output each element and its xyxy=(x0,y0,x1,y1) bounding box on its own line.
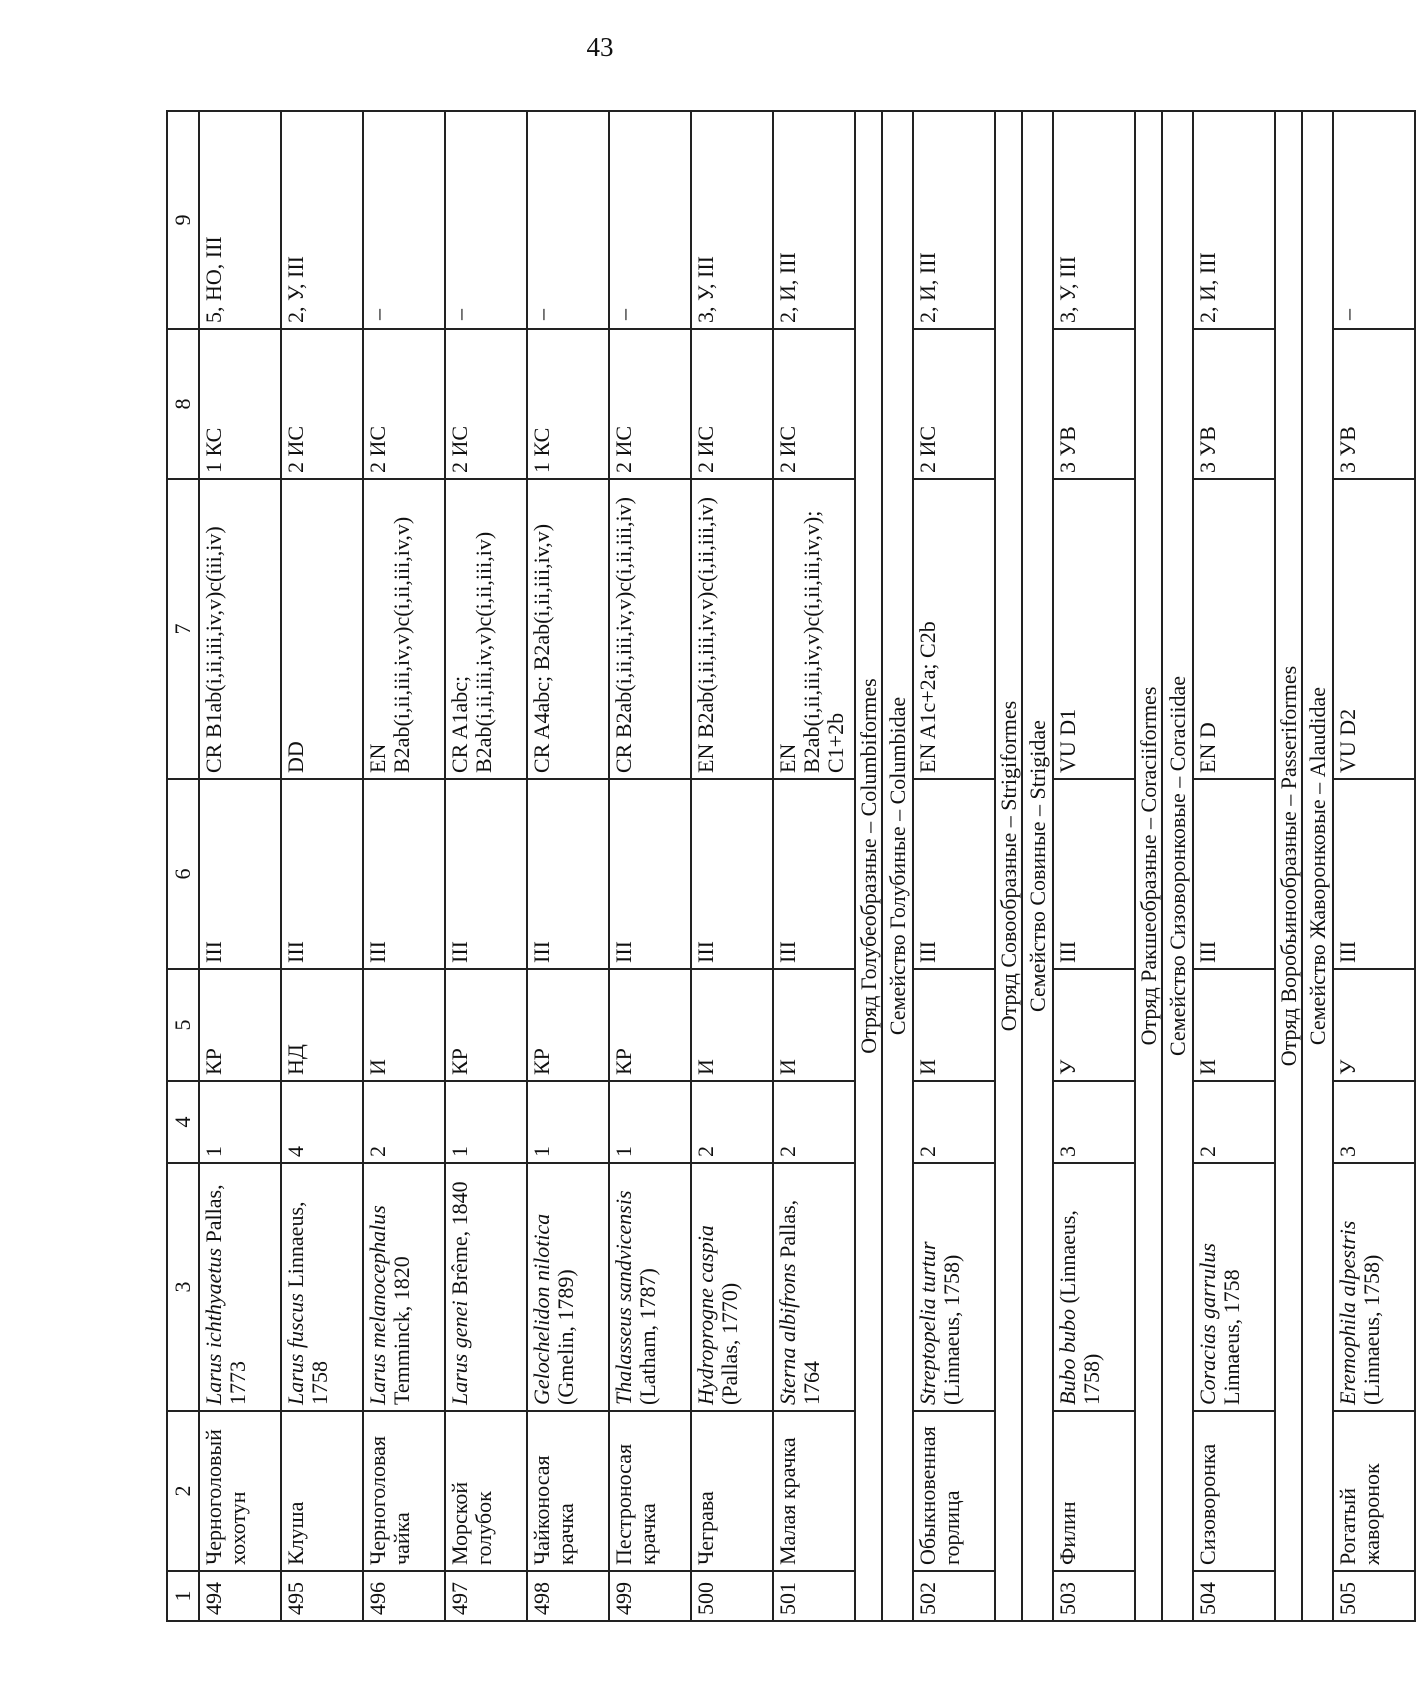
table-row xyxy=(691,111,773,1621)
taxon-group-label: Семейство Голубиные – Columbidae xyxy=(882,111,913,1621)
status-category: КР xyxy=(609,969,691,1081)
species-name-ru: Пестроносая крачка xyxy=(609,1411,691,1571)
species-name-ru: Чеграва xyxy=(691,1411,773,1571)
latin-binomial: Larus ichthyaetus xyxy=(201,1247,226,1405)
status-category: И xyxy=(773,969,855,1081)
latin-author: Pallas, 1764 xyxy=(775,1199,824,1405)
latin-author: (Linnaeus, 1758) xyxy=(939,1254,964,1405)
column-4-value: 2 xyxy=(913,1081,995,1163)
species-name-latin xyxy=(363,1163,445,1411)
status-category: КР xyxy=(199,969,281,1081)
taxon-group-label: Семейство Сизоворонковые – Coraciidae xyxy=(1162,111,1193,1621)
column-4-value: 1 xyxy=(199,1081,281,1163)
status-category: НД xyxy=(281,969,363,1081)
column-9-value: 2, И, III xyxy=(773,111,855,329)
column-4-value: 1 xyxy=(445,1081,527,1163)
species-name-latin xyxy=(1333,1163,1415,1411)
column-4-value: 1 xyxy=(527,1081,609,1163)
row-number: 496 xyxy=(363,1571,445,1621)
column-9-value: – xyxy=(1333,111,1415,329)
column-8-value: 2 ИС xyxy=(773,329,855,479)
column-header-8: 8 xyxy=(167,329,199,479)
latin-binomial: Larus fuscus xyxy=(283,1293,308,1405)
column-9-value: – xyxy=(609,111,691,329)
table-row xyxy=(773,111,855,1621)
column-header-7: 7 xyxy=(167,479,199,779)
column-header-2: 2 xyxy=(167,1411,199,1571)
table-row xyxy=(1053,111,1135,1621)
column-6-value: III xyxy=(527,779,609,969)
column-4-value: 2 xyxy=(691,1081,773,1163)
status-category: И xyxy=(913,969,995,1081)
taxon-group-row xyxy=(995,111,1022,1621)
table-row xyxy=(527,111,609,1621)
species-name-latin xyxy=(445,1163,527,1411)
column-9-value: 2, И, III xyxy=(1193,111,1275,329)
latin-author: Linnaeus, 1758 xyxy=(283,1201,332,1405)
taxon-group-label: Отряд Совообразные – Strigiformes xyxy=(995,111,1022,1621)
taxon-group-label: Отряд Воробьинообразные – Passeriformes xyxy=(1275,111,1302,1621)
column-9-value: – xyxy=(527,111,609,329)
species-name-ru: Филин xyxy=(1053,1411,1135,1571)
column-6-value: III xyxy=(1333,779,1415,969)
row-number: 503 xyxy=(1053,1571,1135,1621)
column-6-value: III xyxy=(281,779,363,969)
species-name-latin xyxy=(281,1163,363,1411)
species-name-ru: Клуша xyxy=(281,1411,363,1571)
species-name-ru: Обыкновенная горлица xyxy=(913,1411,995,1571)
species-name-latin xyxy=(1053,1163,1135,1411)
latin-author: Pallas, 1773 xyxy=(201,1184,250,1405)
taxon-group-label: Отряд Ракшеобразные – Coraciiformes xyxy=(1135,111,1162,1621)
table-row xyxy=(281,111,363,1621)
species-name-ru: Черноголовый хохотун xyxy=(199,1411,281,1571)
iucn-criteria: EN D xyxy=(1193,479,1275,779)
table-row xyxy=(1333,111,1415,1621)
row-number: 502 xyxy=(913,1571,995,1621)
column-6-value: III xyxy=(445,779,527,969)
taxon-group-row xyxy=(1302,111,1333,1621)
iucn-criteria: CR A1abc; B2ab(i,ii,iii,iv,v)c(i,ii,iii,iv) xyxy=(445,479,527,779)
column-8-value: 3 УВ xyxy=(1193,329,1275,479)
column-8-value: 2 ИС xyxy=(445,329,527,479)
column-8-value: 2 ИС xyxy=(691,329,773,479)
status-category: У xyxy=(1053,969,1135,1081)
taxon-group-row xyxy=(1162,111,1193,1621)
column-4-value: 3 xyxy=(1333,1081,1415,1163)
species-name-ru: Малая крачка xyxy=(773,1411,855,1571)
latin-author: Brême, 1840 xyxy=(447,1181,472,1301)
species-name-ru: Рогатый жаворонок xyxy=(1333,1411,1415,1571)
iucn-criteria: EN B2ab(i,ii,iii,iv,v)c(i,ii,iii,iv) xyxy=(691,479,773,779)
taxon-group-row xyxy=(1135,111,1162,1621)
column-8-value: 3 УВ xyxy=(1333,329,1415,479)
table-row xyxy=(363,111,445,1621)
species-name-ru: Сизоворонка xyxy=(1193,1411,1275,1571)
latin-binomial: Streptopelia turtur xyxy=(915,1241,940,1405)
species-name-latin xyxy=(773,1163,855,1411)
latin-binomial: Coracias garrulus xyxy=(1195,1243,1220,1405)
column-header-4: 4 xyxy=(167,1081,199,1163)
latin-author: (Pallas, 1770) xyxy=(717,1282,742,1405)
table-body xyxy=(167,111,1415,1621)
column-6-value: III xyxy=(1053,779,1135,969)
taxon-group-label: Отряд Голубеобразные – Columbiformes xyxy=(855,111,882,1621)
latin-binomial: Thalasseus sandvicensis xyxy=(611,1190,636,1405)
iucn-criteria: EN A1c+2a; C2b xyxy=(913,479,995,779)
column-4-value: 1 xyxy=(609,1081,691,1163)
column-6-value: III xyxy=(773,779,855,969)
species-name-latin xyxy=(913,1163,995,1411)
column-header-6: 6 xyxy=(167,779,199,969)
species-name-ru: Черноголовая чайка xyxy=(363,1411,445,1571)
column-6-value: III xyxy=(913,779,995,969)
latin-binomial: Gelochelidon nilotica xyxy=(529,1213,554,1405)
column-9-value: 3, У, III xyxy=(691,111,773,329)
column-8-value: 2 ИС xyxy=(913,329,995,479)
iucn-criteria: VU D2 xyxy=(1333,479,1415,779)
latin-author: Linnaeus, 1758 xyxy=(1219,1269,1244,1405)
species-name-latin xyxy=(1193,1163,1275,1411)
iucn-criteria: CR B1ab(i,ii,iii,iv,v)c(iii,iv) xyxy=(199,479,281,779)
column-4-value: 2 xyxy=(363,1081,445,1163)
column-8-value: 1 КС xyxy=(527,329,609,479)
row-number: 494 xyxy=(199,1571,281,1621)
taxon-group-row xyxy=(855,111,882,1621)
row-number: 504 xyxy=(1193,1571,1275,1621)
row-number: 505 xyxy=(1333,1571,1415,1621)
status-category: КР xyxy=(445,969,527,1081)
taxon-group-label: Семейство Совиные – Strigidae xyxy=(1022,111,1053,1621)
status-category: У xyxy=(1333,969,1415,1081)
column-9-value: 2, И, III xyxy=(913,111,995,329)
column-6-value: III xyxy=(691,779,773,969)
rotated-table-container xyxy=(166,112,1384,1622)
column-4-value: 2 xyxy=(1193,1081,1275,1163)
column-6-value: III xyxy=(363,779,445,969)
latin-author: (Linnaeus, 1758) xyxy=(1359,1254,1384,1405)
column-4-value: 3 xyxy=(1053,1081,1135,1163)
latin-author: Temminck, 1820 xyxy=(389,1256,414,1405)
table-row xyxy=(445,111,527,1621)
table-row xyxy=(199,111,281,1621)
red-book-species-table xyxy=(166,110,1416,1622)
header-row xyxy=(167,111,199,1621)
iucn-criteria: VU D1 xyxy=(1053,479,1135,779)
column-8-value: 2 ИС xyxy=(281,329,363,479)
column-8-value: 2 ИС xyxy=(609,329,691,479)
column-header-9: 9 xyxy=(167,111,199,329)
species-name-latin xyxy=(609,1163,691,1411)
row-number: 498 xyxy=(527,1571,609,1621)
table-row xyxy=(913,111,995,1621)
taxon-group-row xyxy=(1275,111,1302,1621)
column-4-value: 2 xyxy=(773,1081,855,1163)
column-8-value: 2 ИС xyxy=(363,329,445,479)
column-6-value: III xyxy=(609,779,691,969)
column-9-value: – xyxy=(363,111,445,329)
taxon-group-row xyxy=(882,111,913,1621)
latin-author: (Gmelin, 1789) xyxy=(553,1269,578,1405)
latin-binomial: Bubo bubo xyxy=(1055,1309,1080,1405)
column-8-value: 1 КС xyxy=(199,329,281,479)
status-category: И xyxy=(1193,969,1275,1081)
column-6-value: III xyxy=(1193,779,1275,969)
species-name-ru: Морской голубок xyxy=(445,1411,527,1571)
iucn-criteria: DD xyxy=(281,479,363,779)
row-number: 501 xyxy=(773,1571,855,1621)
species-name-latin xyxy=(527,1163,609,1411)
iucn-criteria: EN B2ab(i,ii,iii,iv,v)c(i,ii,iii,iv,v); C1+2b xyxy=(773,479,855,779)
species-name-latin xyxy=(691,1163,773,1411)
table-row xyxy=(609,111,691,1621)
row-number: 499 xyxy=(609,1571,691,1621)
column-header-3: 3 xyxy=(167,1163,199,1411)
column-6-value: III xyxy=(199,779,281,969)
column-8-value: 3 УВ xyxy=(1053,329,1135,479)
latin-binomial: Larus melanocephalus xyxy=(365,1205,390,1405)
species-name-ru: Чайконосая крачка xyxy=(527,1411,609,1571)
column-9-value: 5, НО, III xyxy=(199,111,281,329)
latin-binomial: Larus genei xyxy=(447,1300,472,1405)
iucn-criteria: CR A4abc; B2ab(i,ii,iii,iv,v) xyxy=(527,479,609,779)
status-category: КР xyxy=(527,969,609,1081)
latin-author: (Linnaeus, 1758) xyxy=(1055,1210,1104,1405)
species-name-latin xyxy=(199,1163,281,1411)
status-category: И xyxy=(363,969,445,1081)
column-9-value: – xyxy=(445,111,527,329)
iucn-criteria: EN B2ab(i,ii,iii,iv,v)c(i,ii,iii,iv,v) xyxy=(363,479,445,779)
page-number: 43 xyxy=(586,32,614,62)
row-number: 495 xyxy=(281,1571,363,1621)
column-4-value: 4 xyxy=(281,1081,363,1163)
row-number: 497 xyxy=(445,1571,527,1621)
latin-binomial: Hydroprogne caspia xyxy=(693,1225,718,1405)
latin-binomial: Eremophila alpestris xyxy=(1335,1220,1360,1405)
table-row xyxy=(1193,111,1275,1621)
column-header-1: 1 xyxy=(167,1571,199,1621)
column-9-value: 2, У, III xyxy=(281,111,363,329)
taxon-group-label: Семейство Жаворонковые – Alaudidae xyxy=(1302,111,1333,1621)
latin-binomial: Sterna albifrons xyxy=(775,1263,800,1405)
latin-author: (Latham, 1787) xyxy=(635,1268,660,1405)
column-9-value: 3, У, III xyxy=(1053,111,1135,329)
row-number: 500 xyxy=(691,1571,773,1621)
iucn-criteria: CR B2ab(i,ii,iii,iv,v)c(i,ii,iii,iv) xyxy=(609,479,691,779)
taxon-group-row xyxy=(1022,111,1053,1621)
column-header-5: 5 xyxy=(167,969,199,1081)
status-category: И xyxy=(691,969,773,1081)
